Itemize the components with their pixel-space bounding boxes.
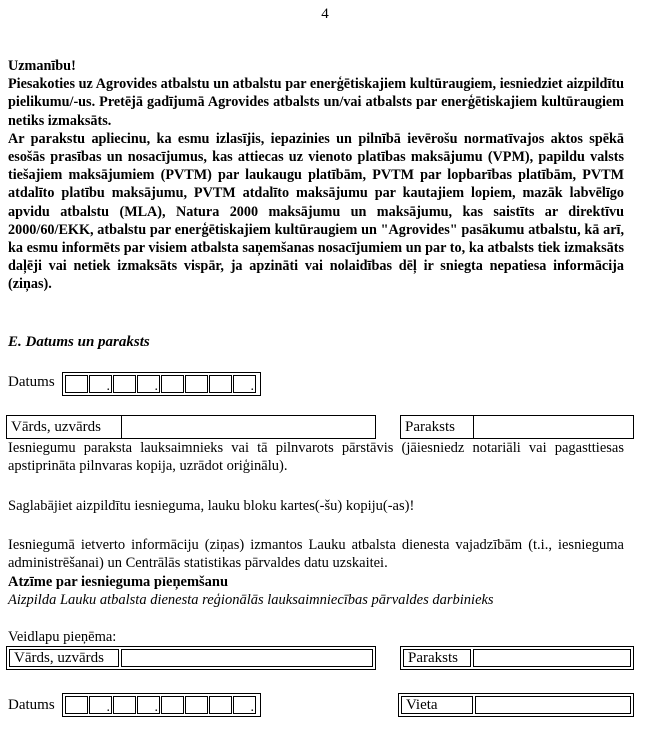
acceptance-signature-label: Paraksts [403, 649, 471, 667]
acceptance-date-digit[interactable] [113, 696, 136, 714]
save-note: Saglabājiet aizpildītu iesnieguma, lauku bloku kartes(-šu) kopiju(-as)! [8, 498, 415, 514]
date-digit[interactable] [89, 375, 112, 393]
date-digit[interactable] [233, 375, 256, 393]
name-field[interactable] [6, 415, 376, 439]
acceptance-name-input[interactable] [121, 649, 373, 667]
acceptance-signature-field[interactable] [400, 646, 634, 670]
section-e-title: E. Datums un paraksts [8, 334, 150, 350]
acceptance-date-digit[interactable] [161, 696, 184, 714]
place-label: Vieta [401, 696, 473, 714]
acceptance-name-field[interactable] [6, 646, 376, 670]
acceptance-date-digit[interactable] [89, 696, 112, 714]
name-field-label: Vārds, uzvārds [7, 416, 122, 438]
acceptance-subtitle: Aizpilda Lauku atbalsta dienesta reģionālās lauksaimniecības pārvaldes darbinieks [8, 592, 494, 608]
signature-field[interactable] [400, 415, 634, 439]
acceptance-date-digit[interactable] [137, 696, 160, 714]
notice-paragraph-1: Piesakoties uz Agrovides atbalstu un atbalstu par enerģētiskajiem kultūraugiem, iesniedziet aizpildītu pielikumu/-us. Pretējā gadījumā Agrovides atbalsts un/vai atbalsts par enerģētiskajiem kultūraugiem netiks izmaksāts. [8, 76, 624, 129]
notice-block [8, 57, 624, 294]
signature-field-label: Paraksts [401, 416, 474, 438]
date-digit[interactable] [161, 375, 184, 393]
notice-paragraph-2: Ar parakstu apliecinu, ka esmu izlasījis, iepazinies un pilnībā ievērošu normatīvajos aktos spēkā esošās prasības un nosacījumus, kas attiecas uz vienoto platības maksājumu (VPM), papildu valsts tiešajiem maksājumiem (PVTM) par laukaugu platībām, PVTM par lopbarības platībām, PVTM atdalīto platību maksājumu, PVTM atdalīto maksājumu par kautajiem lopiem, mazāk labvēlīgo apvidu atbalstu (MLA), Natura 2000 maksājumu un maksājumu, kas saistīts ar direktīvu 2000/60/EKK, atbalstu par enerģētiskajiem kultūraugiem un "Agrovides" pasākumu atbalstu, kā arī, ka esmu informēts par visiem atbalsta saņemšanas nosacījumiem un par to, ka atbalsts tiek izmaksāts daļēji vai netiek izmaksāts vispār, ja apzināti vai nolaidības dēļ ir sniegta nepatiesa informācija (ziņas). [8, 130, 624, 293]
date-label: Datums [8, 374, 55, 390]
place-field[interactable] [398, 693, 634, 717]
notice-heading: Uzmanību! [8, 58, 76, 74]
date-digit[interactable] [185, 375, 208, 393]
signature-field-input[interactable] [474, 416, 633, 438]
signer-note: Iesniegumu paraksta lauksaimnieks vai tā pilnvarots pārstāvis (jāiesniedz notariāli vai pagasttiesas apstiprināta pilnvaras kopija, uzrādot oriģinālu). [8, 440, 624, 474]
acceptance-date-input[interactable] [62, 693, 261, 717]
date-digit[interactable] [137, 375, 160, 393]
received-label: Veidlapu pieņēma: [8, 629, 117, 645]
date-digit[interactable] [113, 375, 136, 393]
date-digit[interactable] [209, 375, 232, 393]
acceptance-date-label: Datums [8, 697, 55, 713]
date-input[interactable] [62, 372, 261, 396]
acceptance-date-digit[interactable] [65, 696, 88, 714]
place-input[interactable] [475, 696, 631, 714]
data-usage-note: Iesniegumā ietverto informāciju (ziņas) izmantos Lauku atbalsta dienesta vajadzībām (t.i., iesnieguma administrēšanai) un Centrālās statistikas pārvaldes datu uzskaitei. [8, 537, 624, 571]
page-number: 4 [321, 6, 329, 22]
acceptance-date-digit[interactable] [185, 696, 208, 714]
acceptance-title: Atzīme par iesnieguma pieņemšanu [8, 574, 229, 590]
date-digit[interactable] [65, 375, 88, 393]
name-field-input[interactable] [122, 416, 375, 438]
acceptance-name-label: Vārds, uzvārds [9, 649, 119, 667]
acceptance-date-digit[interactable] [209, 696, 232, 714]
acceptance-signature-input[interactable] [473, 649, 631, 667]
acceptance-date-digit[interactable] [233, 696, 256, 714]
